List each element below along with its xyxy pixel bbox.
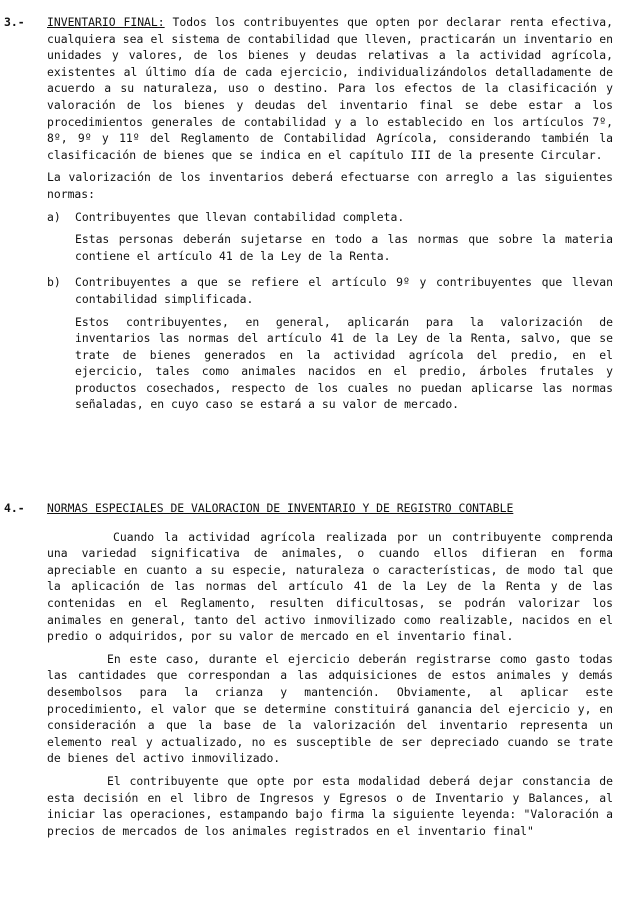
- section-4-para-2: En este caso, durante el ejercicio deberán registrarse como gasto todas las cantidades que correspondan a las adquisiciones de estos animales y demás desembolsos para la crianza y mantención. Obviamente, al aplicar este procedimiento, el valor que se determine constituirá ganancia del ejercicio y, en consideración a que la base de la valorización del inventario representa un elemento real y actualizado, no es susceptible de ser depreciado cuando se trate de bienes del activo inmovilizado.: [47, 651, 613, 766]
- item-b-text: Estos contribuyentes, en general, aplicarán para la valorización de inventarios las normas del artículo 41 de la Ley de la Renta, salvo, que se trate de bienes generados en la actividad agrícola del predio, en el ejercicio, tales como animales nacidos en el predio, árboles frutales y productos cosechados, respecto de los cuales no puedan aplicarse las normas señaladas, en cuyo caso se estará a su valor de mercado.: [75, 314, 613, 412]
- item-b-label: b): [47, 275, 61, 290]
- section-3-heading: INVENTARIO FINAL:: [47, 15, 165, 29]
- item-a-title: Contribuyentes que llevan contabilidad completa.: [75, 209, 405, 224]
- section-4-body: [47, 500, 613, 839]
- item-a-text: Estas personas deberán sujetarse en todo a las normas que sobre la materia contiene el artículo 41 de la Ley de la Renta.: [75, 232, 613, 263]
- section-3-body: [47, 14, 613, 413]
- section-3-intro: [47, 14, 613, 163]
- section-4-number: 4.-: [4, 501, 25, 515]
- item-b-title: Contribuyentes a que se refiere el artículo 9º y contribuyentes que llevan contabilidad simplificada.: [75, 275, 613, 306]
- section-3-number: 3.-: [4, 15, 25, 29]
- section-4-para-1: Cuando la actividad agrícola realizada por un contribuyente comprenda una variedad significativa de animales, o cuando ellos difieran en forma apreciable en cuanto a su especie, naturaleza o características, de modo tal que la aplicación de las normas del artículo 41 de la Ley de la Renta y de las contenidas en el Reglamento, resulten dificultosas, se podrán valorizar los animales en general, tanto del activo inmovilizado como realizable, nacidos en el predio o adquiridos, por su valor de mercado en el inventario final.: [47, 529, 613, 644]
- item-a: [47, 209, 613, 226]
- section-4-heading: NORMAS ESPECIALES DE VALORACION DE INVENTARIO Y DE REGISTRO CONTABLE: [47, 501, 514, 515]
- section-4-para-3: El contribuyente que opte por esta modalidad deberá dejar constancia de esta decisión en el libro de Ingresos y Egresos o de Inventario y Balances, al iniciar las operaciones, estampando bajo firma la siguiente leyenda: "Valoración a precios de mercados de los animales registrados en el inventario final": [47, 773, 613, 838]
- valuation-intro: La valorización de los inventarios deberá efectuarse con arreglo a las siguientes normas:: [47, 170, 613, 201]
- section-3-intro-text: Todos los contribuyentes que opten por declarar renta efectiva, cualquiera sea el sistema de contabilidad que lleven, practicarán un inventario en unidades y valores, de los bienes y deudas relativas a la actividad agrícola, existentes al último día de cada ejercicio, individualizándolos detalladamente de acuerdo a su naturaleza, uso o destino. Para los efectos de la clasificación y valoración de los bienes y deudas del inventario final se debe estar a los procedimientos generales de contabilidad y a lo establecido en los artículos 7º, 8º, 9º y 11º del Reglamento de Contabilidad Agrícola, considerando también la clasificación de bienes que se indica en el capítulo III de la presente Circular.: [47, 15, 613, 162]
- item-a-label: a): [47, 209, 61, 224]
- item-b: [47, 274, 613, 307]
